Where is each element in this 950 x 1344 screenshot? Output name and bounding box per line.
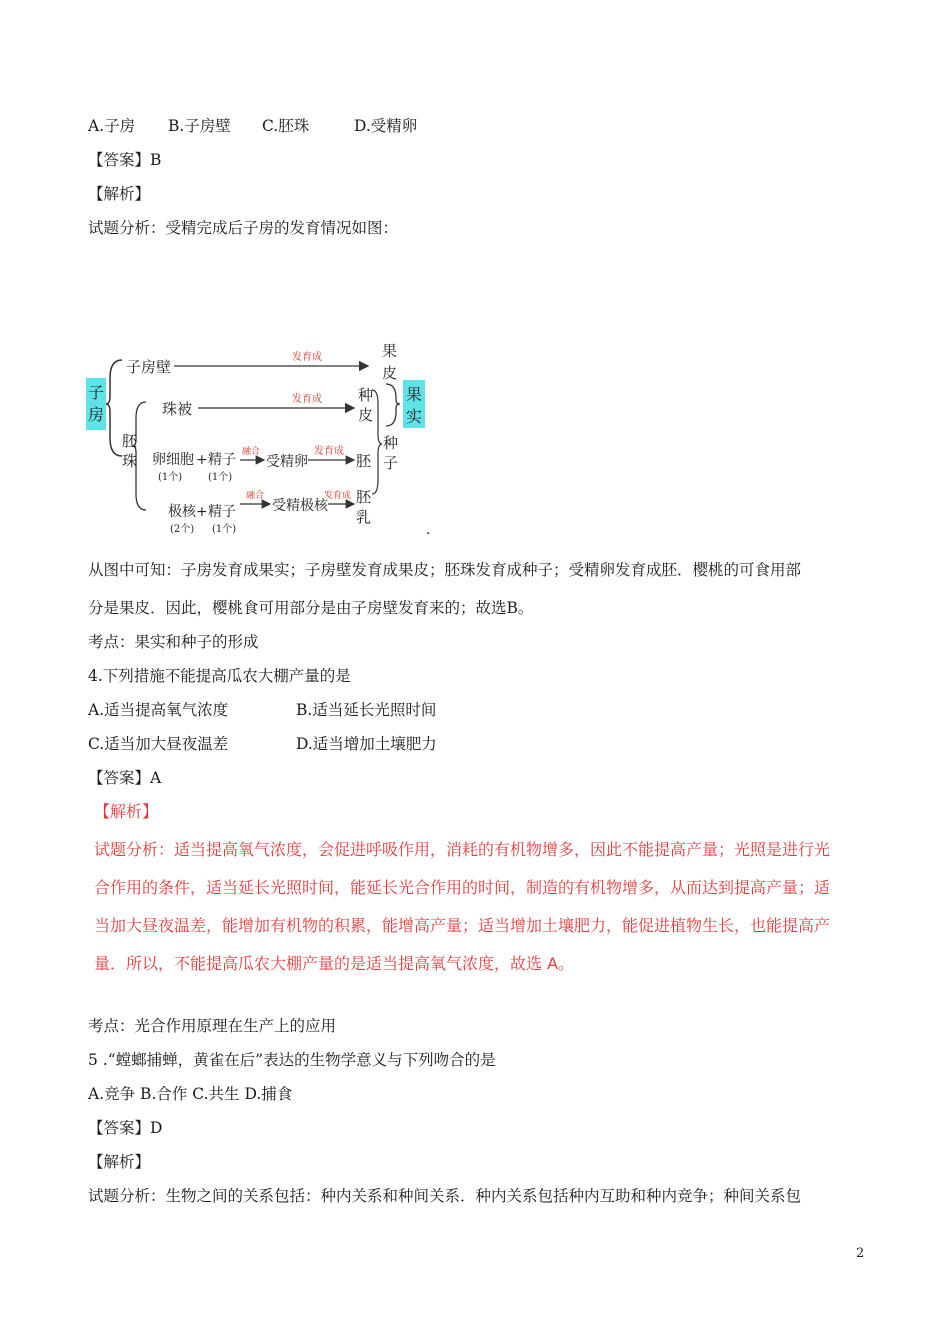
q3-answer: 【答案】B — [88, 151, 162, 169]
q4-option-b: B.适当延长光照时间 — [296, 701, 437, 719]
svg-text:.: . — [426, 522, 431, 538]
svg-text:种: 种 — [383, 434, 399, 452]
q3-option-d: D.受精卵 — [354, 117, 418, 135]
q5-analysis-line-1: 试题分析：生物之间的关系包括：种内关系和种间关系．种内关系包括种内互助和种内竞争；种间关系包 — [88, 1187, 802, 1205]
q3-analysis-heading: 【解析】 — [88, 185, 151, 203]
svg-text:胚: 胚 — [356, 488, 372, 506]
page-number: 2 — [856, 1246, 865, 1261]
svg-text:皮: 皮 — [358, 406, 374, 424]
label-jihe: 极核 — [168, 504, 196, 520]
arrow-label-2: 发育成 — [292, 394, 322, 405]
label-zhubei: 珠被 — [162, 400, 193, 418]
label-guo: 果 — [382, 342, 398, 360]
q5-answer: 【答案】D — [88, 1119, 163, 1137]
q4-analysis-line-3: 当加大昼夜温差，能增加有机物的积累，能增高产量；适当增加土壤肥力，能促进植物生长，也能提高产 — [94, 916, 831, 935]
svg-text:乳: 乳 — [356, 508, 372, 526]
svg-text:+: + — [196, 452, 208, 468]
q5-question: 5 .“螳螂捕蝉，黄雀在后”表达的生物学意义与下列吻合的是 — [88, 1051, 496, 1069]
q5-analysis-heading: 【解析】 — [88, 1153, 151, 1171]
svg-text:(2个): (2个) — [170, 524, 195, 535]
label-shoujingluan: 受精卵 — [266, 454, 308, 470]
label-pei: 胚 — [356, 452, 372, 470]
label-pi: 皮 — [382, 364, 398, 382]
svg-text:(1个): (1个) — [208, 472, 233, 483]
label-shoujingjihe: 受精极核 — [272, 498, 328, 514]
label-zifangbi: 子房壁 — [126, 358, 172, 376]
q3-analysis-intro: 试题分析：受精完成后子房的发育情况如图： — [88, 219, 399, 237]
q4-analysis-line-1: 试题分析：适当提高氧气浓度，会促进呼吸作用，消耗的有机物增多，因此不能提高产量；光照是进行光 — [94, 840, 831, 859]
ovary-development-diagram — [86, 338, 436, 538]
svg-text:+: + — [196, 504, 208, 520]
q4-option-c: C.适当加大昼夜温差 — [88, 735, 229, 753]
q4-option-a: A.适当提高氧气浓度 — [88, 701, 229, 719]
svg-text:(1个): (1个) — [212, 524, 237, 535]
svg-text:融合: 融合 — [246, 491, 265, 501]
svg-text:种: 种 — [358, 386, 374, 404]
q4-kaodian: 考点：光合作用原理在生产上的应用 — [88, 1017, 337, 1035]
q4-analysis-heading: 【解析】 — [94, 802, 159, 821]
q3-option-c: C.胚珠 — [262, 117, 310, 135]
q3-conclusion-2: 分是果皮．因此，樱桃食可用部分是由子房壁发育来的；故选B。 — [88, 599, 534, 617]
q4-answer: 【答案】A — [88, 769, 162, 787]
q3-kaodian: 考点：果实和种子的形成 — [88, 633, 259, 651]
svg-text:融合: 融合 — [242, 447, 261, 457]
q4-option-d: D.适当增加土壤肥力 — [296, 735, 437, 753]
q3-option-b: B.子房壁 — [168, 117, 231, 135]
label-guoshi-1: 果 — [405, 385, 423, 404]
arrow-label-1: 发育成 — [292, 352, 322, 363]
q4-analysis-line-2: 合作用的条件，适当延长光照时间，能延长光合作用的时间，制造的有机物增多，从而达到提高产量；适 — [94, 878, 831, 897]
svg-text:(1个): (1个) — [158, 472, 183, 483]
svg-text:发育成: 发育成 — [324, 491, 352, 501]
q3-conclusion-1: 从图中可知：子房发育成果实；子房壁发育成果皮；胚珠发育成种子；受精卵发育成胚．樱桃的可食用部 — [88, 561, 802, 579]
label-jingzi-2: 精子 — [208, 504, 236, 520]
label-zifang: 子房 — [87, 383, 105, 424]
label-pei-char: 胚 — [122, 432, 138, 450]
label-guoshi-2: 实 — [405, 407, 423, 426]
label-zhu-char: 珠 — [122, 452, 138, 470]
label-luanxibao: 卵细胞 — [152, 452, 194, 468]
svg-text:发育成: 发育成 — [314, 446, 344, 457]
q4-analysis-line-4: 量．所以，不能提高瓜农大棚产量的是适当提高氧气浓度，故选 A。 — [94, 954, 575, 973]
q5-options: A.竞争 B.合作 C.共生 D.捕食 — [88, 1085, 293, 1103]
svg-text:子: 子 — [383, 454, 399, 472]
q3-option-a: A.子房 — [88, 117, 136, 135]
q4-question: 4.下列措施不能提高瓜农大棚产量的是 — [88, 667, 351, 685]
label-jingzi-1: 精子 — [208, 452, 236, 468]
